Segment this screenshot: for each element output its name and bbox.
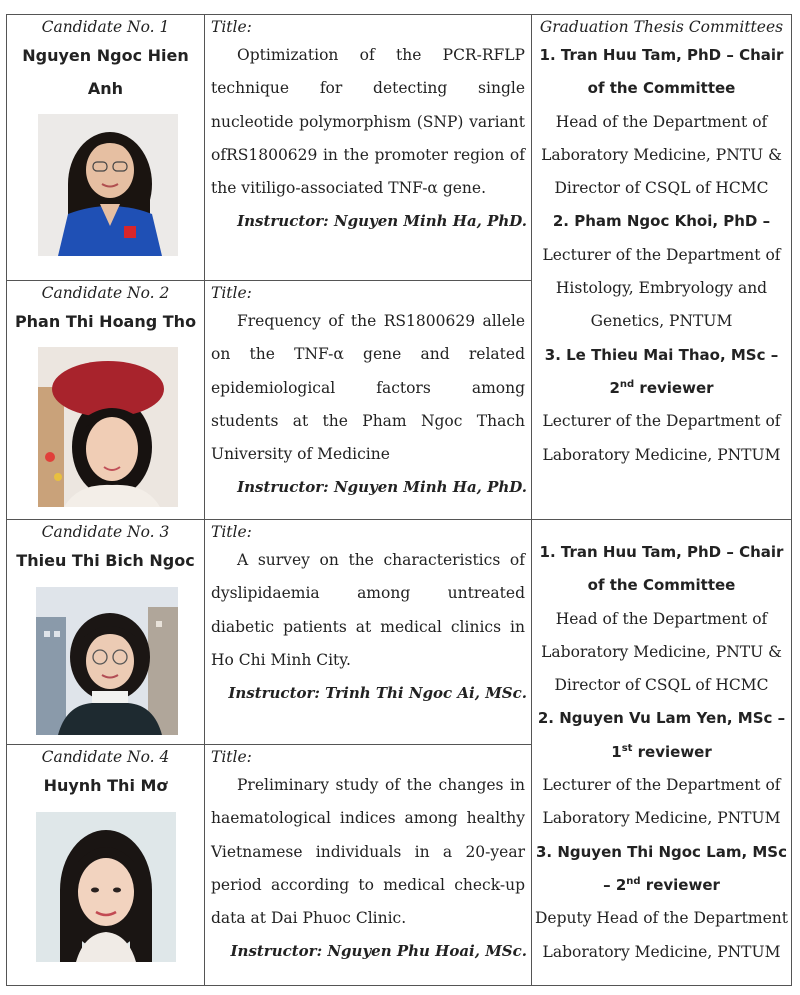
- instructor: Instructor: Trinh Thi Ngoc Ai, MSc.: [228, 684, 527, 703]
- candidate-name: Nguyen Ngoc Hien: [22, 46, 189, 65]
- committee-member-name: 1. Tran Huu Tam, PhD – Chair of the Committee: [539, 543, 784, 595]
- candidate-1-cell: [7, 15, 204, 280]
- committee-member-reviewer: 1st reviewer: [611, 742, 712, 761]
- committee-member-reviewer: 2nd reviewer: [609, 378, 714, 397]
- candidate-1-photo: [38, 114, 178, 256]
- committee-member-name: 2. Nguyen Vu Lam Yen, MSc –: [537, 709, 786, 728]
- candidate-2-title-cell: [205, 281, 531, 519]
- candidate-name: Phan Thi Hoang Tho: [14, 312, 197, 331]
- title-label: Title:: [211, 18, 252, 36]
- thesis-title: Frequency of the RS1800629 allele on the TNF-α gene and related epidemiological factors among students at the Pham Ngoc Thach University of Medicine: [211, 312, 525, 464]
- candidate-number: Candidate No. 1: [41, 18, 170, 36]
- committee-2-cell: [532, 520, 791, 985]
- committee-member-role: Lecturer of the Department of Histology, Embryology and Genetics, PNTUM: [542, 245, 781, 331]
- candidate-number: Candidate No. 2: [41, 284, 170, 302]
- candidate-2-cell: [7, 281, 204, 519]
- committee-member-role: Head of the Department of Laboratory Medicine, PNTU & Director of CSQL of HCMC: [541, 609, 782, 695]
- thesis-title: A survey on the characteristics of dyslipidaemia among untreated diabetic patients at medical clinics in Ho Chi Minh City.: [211, 551, 525, 669]
- instructor: Instructor: Nguyen Minh Ha, PhD.: [237, 478, 527, 497]
- committee-member-name: 2. Pham Ngoc Khoi, PhD –: [552, 212, 771, 231]
- committee-member-name: 1. Tran Huu Tam, PhD – Chair of the Committee: [539, 46, 784, 98]
- candidates-table: [6, 14, 792, 986]
- committee-member-role: Lecturer of the Department of Laboratory Medicine, PNTUM: [542, 776, 781, 828]
- candidate-name: Huynh Thi Mơ: [43, 776, 168, 795]
- candidate-4-title-cell: [205, 745, 531, 985]
- candidate-name: Anh: [87, 79, 124, 98]
- title-label: Title:: [211, 284, 252, 302]
- committee-heading: Graduation Thesis Committees: [539, 18, 784, 36]
- candidate-2-photo: [38, 347, 178, 507]
- candidate-number: Candidate No. 4: [41, 748, 170, 766]
- candidate-3-cell: [7, 520, 204, 744]
- committee-member-reviewer: – 2nd reviewer: [603, 875, 720, 894]
- committee-member-role: Lecturer of the Department of Laboratory Medicine, PNTUM: [542, 412, 781, 464]
- title-label: Title:: [211, 523, 252, 541]
- committee-member-name: 3. Nguyen Thi Ngoc Lam, MSc: [535, 842, 787, 861]
- candidate-1-title-cell: [205, 15, 531, 280]
- thesis-title: Preliminary study of the changes in haematological indices among healthy Vietnamese individuals in a 20-year period according to medical check-up data at Dai Phuoc Clinic.: [211, 776, 525, 928]
- committee-member-role: Head of the Department of Laboratory Medicine, PNTU & Director of CSQL of HCMC: [541, 112, 782, 198]
- committee-member-name: 3. Le Thieu Mai Thao, MSc –: [544, 345, 779, 364]
- candidate-name: Thieu Thi Bich Ngoc: [16, 551, 195, 570]
- title-label: Title:: [211, 748, 252, 766]
- candidate-3-title-cell: [205, 520, 531, 744]
- instructor: Instructor: Nguyen Phu Hoai, MSc.: [230, 942, 527, 961]
- thesis-title: Optimization of the PCR-RFLP technique for detecting single nucleotide polymorphism (SNP) variant ofRS1800629 in the promoter region of the vitiligo-associated TNF-α gene.: [211, 46, 525, 198]
- candidate-4-cell: [7, 745, 204, 985]
- committee-member-role: Deputy Head of the Department Laboratory Medicine, PNTUM: [535, 909, 788, 961]
- candidate-3-photo: [36, 587, 178, 735]
- instructor: Instructor: Nguyen Minh Ha, PhD.: [237, 212, 527, 231]
- candidate-number: Candidate No. 3: [41, 523, 170, 541]
- candidate-4-photo: [36, 812, 176, 962]
- committee-1-cell: [532, 15, 791, 519]
